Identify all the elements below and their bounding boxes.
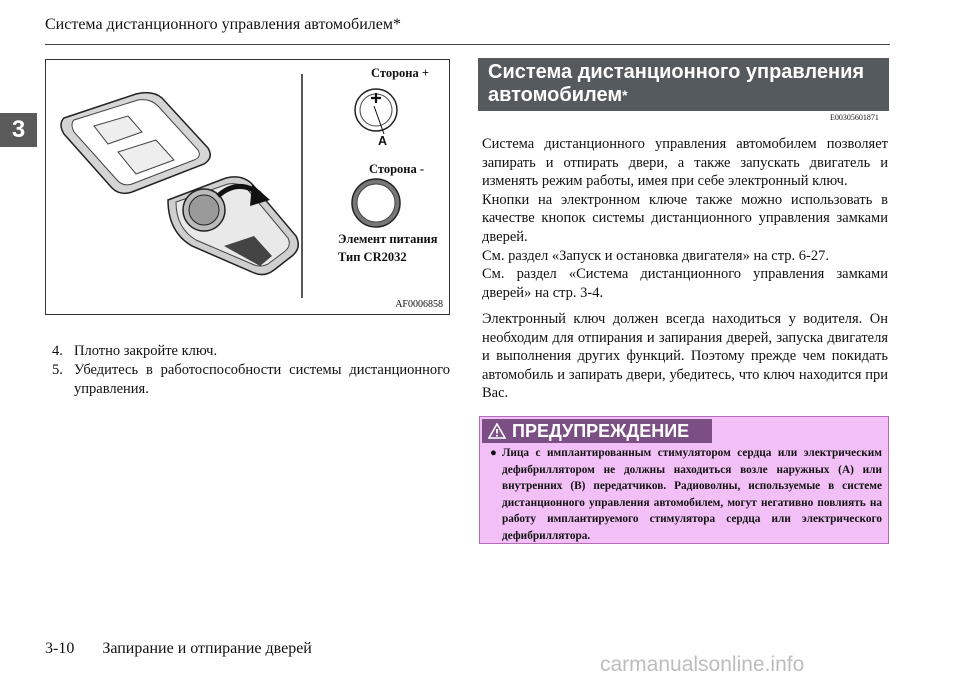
bullet-icon: ● <box>490 447 497 459</box>
running-header: Система дистанционного управления автомобилем* <box>45 16 401 33</box>
paragraph: Электронный ключ должен всегда находиться у водителя. Он необходим для отпирания и запирания дверей, запуска двигателя и выполнения других функций. Поэтому прежде чем покидать автомобиль и запирать двери, убедитесь, что ключ находится при Вас. <box>482 311 888 402</box>
paragraph: См. раздел «Система дистанционного управления замками дверей» на стр. 3-4. <box>482 266 888 301</box>
warning-box <box>479 416 889 544</box>
warning-heading <box>482 419 712 443</box>
section-code: E00305601871 <box>830 113 879 122</box>
header-divider <box>45 44 890 45</box>
key-upper-shell <box>61 93 210 194</box>
battery-type-label: Тип CR2032 <box>338 250 407 264</box>
step-number: 4. <box>52 343 63 359</box>
section-title-star: * <box>622 87 628 103</box>
step-text: Плотно закройте ключ. <box>74 343 218 359</box>
footer-section: Запирание и отпирание дверей <box>102 640 312 657</box>
step-item <box>52 361 450 399</box>
key-lower-shell <box>168 177 298 275</box>
battery-minus-side <box>352 179 400 227</box>
step-number: 5. <box>52 362 63 378</box>
step-item <box>52 342 450 361</box>
step-text: Убедитесь в работоспособности системы дистанционного управления. <box>74 362 450 397</box>
paragraph: Кнопки на электронном ключе также можно использовать в качестве кнопок системы дистанционного управления замками дверей. <box>482 191 888 245</box>
battery-figure <box>45 59 450 315</box>
body-text <box>482 135 888 302</box>
plus-side-label: Сторона + <box>371 66 429 80</box>
key-illustration <box>46 60 451 316</box>
warning-heading-text: ПРЕДУПРЕЖДЕНИЕ <box>512 420 690 441</box>
page-number: 3-10 <box>45 640 75 657</box>
warning-text: Лица с имплантированным стимулятором сердца или электрическим дефибриллятором не должны находиться возле наружных (A) или внутренних (B) передатчиков. Радиоволны, используемые в системе дистанционного управления автомобилем, могут негативно повлиять на работу имплантируемого стимулятора сердца или электрического дефибриллятора. <box>502 447 882 542</box>
chapter-tab: 3 <box>0 113 37 147</box>
section-title <box>478 58 889 111</box>
figure-code: AF0006858 <box>395 299 443 310</box>
page-footer <box>45 640 312 658</box>
battery-label: Элемент питания <box>338 232 438 246</box>
warning-item <box>490 445 882 544</box>
paragraph: Система дистанционного управления автомобилем позволяет запирать и отпирать двери, а также запускать двигатель и изменять режим работы, имея при себе электронный ключ. <box>482 136 888 190</box>
watermark: carmanualsonline.info <box>600 653 805 676</box>
warning-triangle-icon <box>488 423 506 439</box>
body-text-2 <box>482 310 888 403</box>
section-title-line1: Система дистанционного управления <box>488 61 865 83</box>
callout-a: A <box>378 134 388 148</box>
steps-list <box>52 342 450 399</box>
minus-side-label: Сторона - <box>369 162 425 176</box>
paragraph: См. раздел «Запуск и остановка двигателя» на стр. 6-27. <box>482 247 829 264</box>
section-title-line2: автомобилем <box>488 84 623 106</box>
battery-plus-side <box>355 89 397 134</box>
